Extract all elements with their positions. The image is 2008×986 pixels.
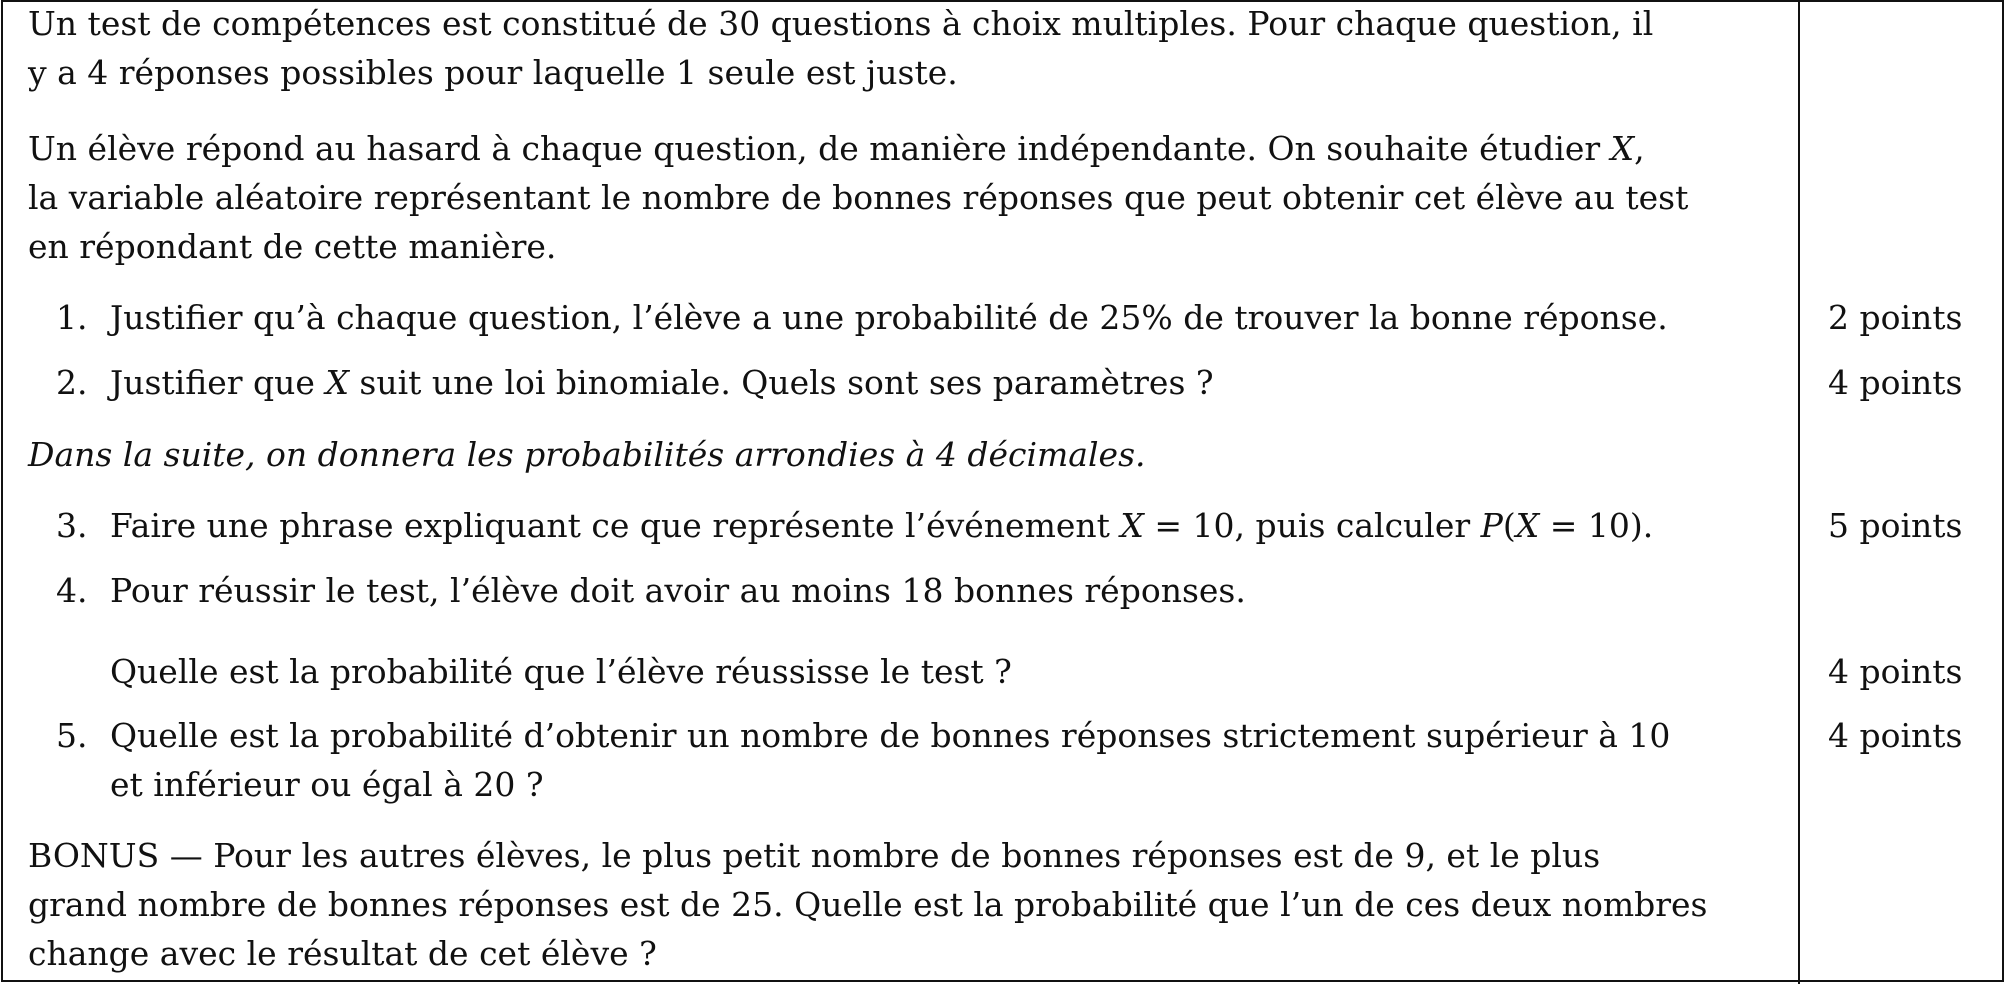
- variable-x: X: [1120, 506, 1144, 545]
- question-2-points: 4 points: [1828, 363, 1963, 402]
- question-4-text-line-1: Pour réussir le test, l’élève doit avoir au moins 18 bonnes réponses.: [110, 571, 1246, 610]
- bonus-line-3: change avec le résultat de cet élève ?: [28, 934, 657, 973]
- question-3-text: [110, 506, 1653, 546]
- points-column-divider: [1798, 0, 1800, 984]
- question-number: 1.: [56, 298, 88, 337]
- question-4-text-line-2: Quelle est la probabilité que l’élève réussisse le test ?: [110, 652, 1012, 691]
- question-text: = 10).: [1539, 506, 1654, 545]
- question-number: 5.: [56, 716, 88, 755]
- question-text: Faire une phrase expliquant ce que représente l’événement: [110, 506, 1121, 545]
- intro-text: ,: [1634, 129, 1645, 168]
- question-number: 2.: [56, 363, 88, 402]
- question-1-text: Justifier qu’à chaque question, l’élève a une probabilité de 25% de trouver la bonne réponse.: [110, 298, 1668, 337]
- question-1-points: 2 points: [1828, 298, 1963, 337]
- question-2-text: [110, 363, 1214, 403]
- question-text: (: [1502, 506, 1516, 545]
- intro-paragraph-1-line-2: y a 4 réponses possibles pour laquelle 1 seule est juste.: [28, 53, 958, 92]
- question-number: 4.: [56, 571, 88, 610]
- question-3-points: 5 points: [1828, 506, 1963, 545]
- variable-x: X: [1610, 129, 1635, 168]
- question-text: Justifier que: [110, 363, 326, 402]
- question-text: suit une loi binomiale. Quels sont ses paramètres ?: [348, 363, 1214, 402]
- variable-x: X: [1515, 506, 1540, 545]
- question-number: 3.: [56, 506, 88, 545]
- question-4-points: 4 points: [1828, 652, 1963, 691]
- rounding-note: Dans la suite, on donnera les probabilités arrondies à 4 décimales.: [28, 435, 1146, 474]
- variable-p: P: [1480, 506, 1503, 545]
- variable-x: X: [325, 363, 349, 402]
- question-text: = 10, puis calculer: [1143, 506, 1481, 545]
- intro-paragraph-1-line-1: Un test de compétences est constitué de 30 questions à choix multiples. Pour chaque question, il: [28, 4, 1654, 43]
- bonus-line-2: grand nombre de bonnes réponses est de 25. Quelle est la probabilité que l’un de ces deux nombres: [28, 885, 1708, 924]
- question-5-text-line-2: et inférieur ou égal à 20 ?: [110, 765, 544, 804]
- bonus-line-1: BONUS — Pour les autres élèves, le plus petit nombre de bonnes réponses est de 9, et le plus: [28, 836, 1601, 875]
- intro-paragraph-2-line-1: [28, 129, 1645, 169]
- intro-paragraph-2-line-3: en répondant de cette manière.: [28, 227, 557, 266]
- intro-paragraph-2-line-2: la variable aléatoire représentant le nombre de bonnes réponses que peut obtenir cet élève au test: [28, 178, 1689, 217]
- question-5-points: 4 points: [1828, 716, 1963, 755]
- intro-text: Un élève répond au hasard à chaque question, de manière indépendante. On souhaite étudier: [28, 129, 1611, 168]
- question-5-text-line-1: Quelle est la probabilité d’obtenir un nombre de bonnes réponses strictement supérieur à 10: [110, 716, 1671, 755]
